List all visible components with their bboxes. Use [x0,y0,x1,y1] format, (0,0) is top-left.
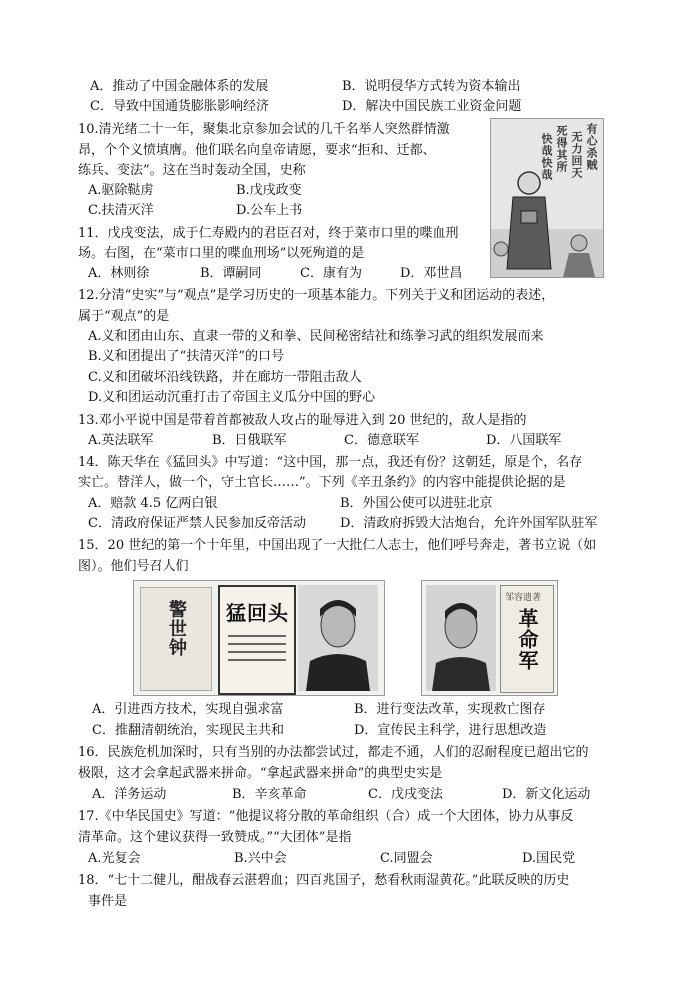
q9-option-c[interactable]: C．导致中国通货膨胀影响经济 [90,99,269,114]
portrait-figure-left [298,585,378,691]
q13-option-c[interactable]: C．德意联军 [344,433,419,448]
q12-option-d[interactable]: D.义和团运动沉重打击了帝国主义瓜分中国的野心 [88,390,376,405]
q9-option-d[interactable]: D．解决中国民族工业资金问题 [342,99,522,114]
portrait-photo-left [298,585,378,691]
q17-option-c[interactable]: C.同盟会 [380,851,433,866]
q11-stem-line1: 11．戊戌变法，成于仁寿殿内的君臣召对，终于菜市口里的喋血刑 [78,226,459,241]
q9-option-b[interactable]: B．说明侵华方式转为资本输出 [342,79,521,94]
q15-stem-line2: 图）。他们号召人们 [78,559,189,574]
q13-option-d[interactable]: D．八国联军 [486,433,562,448]
q12-stem-line1: 12.分清“史实”与“观点”是学习历史的一项基本能力。下列关于义和团运动的表述， [78,288,555,303]
q16-stem-line1: 16．民族危机加深时，只有当别的办法都尝试过，都走不通，人们的忍耐程度已超出它的 [78,745,589,760]
q11-option-c[interactable]: C．康有为 [300,266,362,281]
q14-stem-line2: 实亡。替洋人，做一个，守土官长……”。下列《辛丑条约》的内容中能提供论据的是 [78,475,566,490]
q15-option-d[interactable]: D．宣传民主科学，进行思想改造 [354,723,547,738]
q11-stem-line2: 场。右图，在“菜市口里的喋血刑场”以死殉道的是 [78,246,365,261]
q11-option-b[interactable]: B．谭嗣同 [200,266,262,281]
q14-option-a[interactable]: A．赔款 4.5 亿两白银 [88,496,218,511]
q13-option-b[interactable]: B．日俄联军 [212,433,287,448]
jingshizhong-book-cover [140,587,212,691]
menghuitou-title: 猛回头 [226,601,289,625]
q11-option-d[interactable]: D．邓世昌 [400,266,463,281]
q13-stem-line1: 13.邓小平说中国是带着首都被敌人攻占的耻辱进入到 20 世纪的，敌人是指的 [78,413,527,428]
q10-option-b[interactable]: B.戊戌政变 [236,183,302,198]
q10-option-c[interactable]: C.扶清灭洋 [88,203,154,218]
calligraphy-col4: 快哉快哉 [540,133,553,181]
q17-option-b[interactable]: B.兴中会 [234,851,287,866]
q16-option-c[interactable]: C．戊戌变法 [368,787,443,802]
q15-image-left-group [133,580,385,696]
portrait-figure-right [426,585,496,691]
q18-stem-line2: 事件是 [88,894,128,909]
q17-option-d[interactable]: D.国民党 [522,851,576,866]
q13-option-a[interactable]: A.英法联军 [88,433,154,448]
q16-stem-line2: 极限，这才会拿起武器来拼命。“拿起武器来拼命”的典型史实是 [78,766,443,781]
q16-option-d[interactable]: D．新文化运动 [502,787,591,802]
q15-image-right-group [421,580,558,696]
q10-stem-line3: 练兵、变法”。这在当时轰动全国，史称 [78,163,306,178]
calligraphy-col1: 有心杀贼 [585,123,598,171]
q16-option-b[interactable]: B．辛亥革命 [232,787,307,802]
q12-option-a[interactable]: A.义和团由山东、直隶一带的义和拳、民间秘密结社和练拳习武的组织发展而来 [88,329,544,344]
q12-option-b[interactable]: B.义和团提出了“扶清灭洋”的口号 [88,349,284,364]
calligraphy-col2: 无力回天 [570,131,583,179]
calligraphy-col3: 死得其所 [555,125,568,173]
q18-stem-line1: 18．“七十二健儿，酣战春云湛碧血；四百兆国子，愁看秋雨湿黄花。”此联反映的历史 [78,873,570,888]
q16-option-a[interactable]: A．洋务运动 [92,787,167,802]
q10-stem-line1: 10.清光绪二十一年，聚集北京参加会试的几千名举人突然群情激 [78,122,450,137]
q14-stem-line1: 14．陈天华在《猛回头》中写道：“这中国，那一点，我还有份？这朝廷，原是个，名存 [78,455,583,470]
jingshizhong-title: 警世钟 [166,600,187,657]
q14-option-b[interactable]: B．外国公使可以进驻北京 [340,496,493,511]
menghuitou-book-cover [218,585,296,695]
q11-option-a[interactable]: A．林则徐 [88,266,150,281]
gemingjun-title: 革命军 [515,608,539,671]
menghuitou-script-lines [228,629,286,685]
q15-option-a[interactable]: A．引进西方技术，实现自强求富 [92,702,284,717]
q15-stem-line1: 15．20 世纪的第一个十年里，中国出现了一大批仁人志士，他们呼号奔走，著书立说（如 [78,538,597,553]
q15-option-c[interactable]: C．推翻清朝统治，实现民主共和 [92,723,284,738]
q9-option-a[interactable]: A．推动了中国金融体系的发展 [90,79,269,94]
q17-stem-line1: 17.《中华民国史》写道：“他提议将分散的革命组织（合）成一个大团体，协力从事反 [78,809,574,824]
tan-sitong-illustration [490,118,604,278]
q12-option-c[interactable]: C.义和团破坏沿线铁路，并在廊坊一带阻击敌人 [88,370,362,385]
gemingjun-book-cover [500,585,554,693]
q12-stem-line2: 属于“观点”的是 [78,309,170,324]
q15-option-b[interactable]: B．进行变法改革，实现救亡图存 [354,702,546,717]
q17-option-a[interactable]: A.光复会 [88,851,141,866]
q10-option-a[interactable]: A.驱除鞑虏 [88,183,154,198]
q14-option-c[interactable]: C．清政府保证严禁人民参加反帝活动 [88,516,306,531]
gemingjun-author: 邹容遗著 [505,593,542,603]
q17-stem-line2: 清革命。这个建议获得一致赞成。”“大团体”是指 [78,830,352,845]
q10-stem-line2: 昂，个个义愤填膺。他们联名向皇帝请愿，要求“拒和、迁都、 [78,143,436,158]
q10-option-d[interactable]: D.公车上书 [236,203,303,218]
zou-rong-portrait [426,585,496,691]
q14-option-d[interactable]: D．清政府拆毁大沽炮台，允许外国军队驻军 [340,516,598,531]
